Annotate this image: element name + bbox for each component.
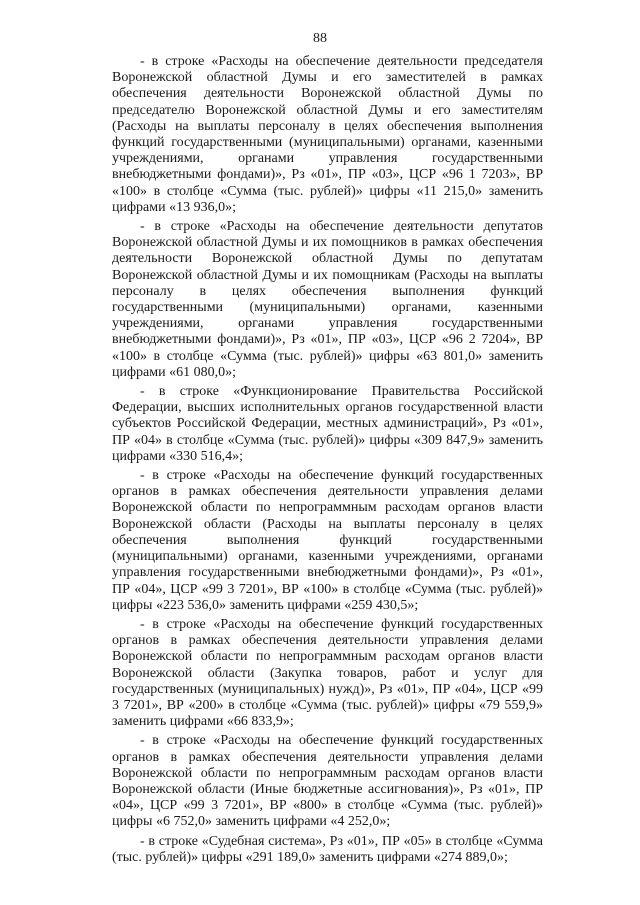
page-number: 88 <box>313 31 327 46</box>
paragraph-amendment-2: - в строке «Расходы на обеспечение деятельности депутатов Воронежской областной Думы и их помощников в рамках обеспечения деятельности Воронежской областной Думы по депутатам Воронежской областной Думы и их помощникам (Расходы на выплаты персоналу в целях обеспечения выполнения функций государственными (муниципальными) органами, казенными учреждениями, органами управления государственными внебюджетными фондами)», Рз «01», ПР «03», ЦСР «96 2 7204», ВР «100» в столбце «Сумма (тыс. рублей)» цифры «63 801,0» заменить цифрами «61 080,0»; <box>112 219 543 380</box>
paragraph-amendment-7: - в строке «Судебная система», Рз «01», ПР «05» в столбце «Сумма (тыс. рублей)» цифры «291 189,0» заменить цифрами «274 889,0»; <box>112 833 543 865</box>
paragraph-amendment-4: - в строке «Расходы на обеспечение функций государственных органов в рамках обеспечения деятельности управления делами Воронежской области по непрограммным расходам органов власти Воронежской области (Расходы на выплаты персоналу в целях обеспечения выполнения функций государственными (муниципальными) органами, казенными учреждениями, органами управления государственными внебюджетными фондами)», Рз «01», ПР «04», ЦСР «99 3 7201», ВР «100» в столбце «Сумма (тыс. рублей)» цифры «223 536,0» заменить цифрами «259 430,5»; <box>112 468 543 613</box>
paragraph-amendment-3: - в строке «Функционирование Правительства Российской Федерации, высших исполнительных органов государственной власти субъектов Российской Федерации, местных администраций», Рз «01», ПР «04» в столбце «Сумма (тыс. рублей)» цифры «309 847,9» заменить цифрами «330 516,4»; <box>112 384 543 464</box>
paragraph-amendment-1: - в строке «Расходы на обеспечение деятельности председателя Воронежской областной Думы и его заместителей в рамках обеспечения деятельности Воронежской областной Думы по председателю Воронежской областной Думы и его заместителям (Расходы на выплаты персоналу в целях обеспечения выполнения функций государственными (муниципальными) органами, казенными учреждениями, органами управления государственными внебюджетными фондами)», Рз «01», ПР «03», ЦСР «96 1 7203», ВР «100» в столбце «Сумма (тыс. рублей)» цифры «11 215,0» заменить цифрами «13 936,0»; <box>112 54 543 215</box>
paragraph-amendment-5: - в строке «Расходы на обеспечение функций государственных органов в рамках обеспечения деятельности управления делами Воронежской области по непрограммным расходам органов власти Воронежской области (Закупка товаров, работ и услуг для государственных (муниципальных) нужд)», Рз «01», ПР «04», ЦСР «99 3 7201», ВР «200» в столбце «Сумма (тыс. рублей)» цифры «79 559,9» заменить цифрами «66 833,9»; <box>112 616 543 730</box>
paragraph-amendment-6: - в строке «Расходы на обеспечение функций государственных органов в рамках обеспечения деятельности управления делами Воронежской области по непрограммным расходам органов власти Воронежской области (Иные бюджетные ассигнования)», Рз «01», ПР «04», ЦСР «99 3 7201», ВР «800» в столбце «Сумма (тыс. рублей)» цифры «6 752,0» заменить цифрами «4 252,0»; <box>112 733 543 830</box>
document-body <box>112 54 543 869</box>
